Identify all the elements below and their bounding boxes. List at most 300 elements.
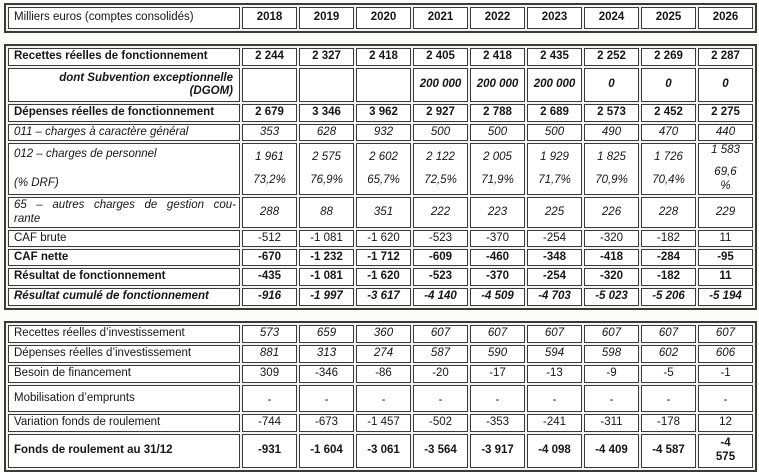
- value-cell: [356, 325, 411, 343]
- value-cell: [527, 325, 582, 343]
- value-cell: [242, 434, 297, 468]
- value-cell: [413, 68, 468, 102]
- cell-value: -1 081: [310, 232, 343, 245]
- cell-sub-value: 71,9%: [481, 173, 514, 186]
- cell-value: 1 929: [540, 151, 569, 164]
- value-cell: [527, 48, 582, 66]
- cell-value: -4 587: [652, 444, 685, 457]
- year-header-2019: 2019: [299, 7, 354, 29]
- cell-value: -931: [257, 444, 282, 457]
- value-cell: [470, 434, 525, 468]
- cell-value: 594: [544, 347, 565, 360]
- value-cell: [698, 345, 753, 363]
- unit-label: Milliers euros (comptes consolidés): [8, 7, 240, 29]
- value-cell: [299, 268, 354, 285]
- functioning-section-table: [4, 44, 757, 310]
- cell-value: 2 418: [369, 50, 398, 63]
- cell-value: 2 689: [540, 106, 569, 119]
- value-cell: [641, 345, 696, 363]
- cell-sub-value: 70,9%: [595, 173, 628, 186]
- cell-value: 2 927: [426, 106, 455, 119]
- value-cell: [527, 230, 582, 247]
- cell-value: -673: [314, 416, 339, 429]
- value-cell: [698, 48, 753, 66]
- value-cell: [413, 365, 468, 383]
- value-cell: [641, 124, 696, 141]
- cell-value: 313: [316, 347, 337, 360]
- value-cell: [242, 230, 297, 247]
- value-cell: [698, 268, 753, 285]
- cell-value: -916: [257, 290, 282, 303]
- row-label: [8, 268, 240, 285]
- value-cell: [356, 143, 411, 195]
- row-label-text: Dépenses réelles d’investissement: [14, 347, 192, 360]
- value-cell: [584, 249, 639, 266]
- cell-value: -9: [606, 367, 617, 380]
- cell-value: -4 409: [595, 444, 628, 457]
- value-cell: [356, 48, 411, 66]
- cell-value: -370: [485, 270, 510, 283]
- cell-value: -4 509: [481, 290, 514, 303]
- cell-value: 1 583: [711, 144, 740, 157]
- value-cell: [413, 385, 468, 412]
- cell-value: -346: [314, 367, 339, 380]
- row-label-text: Résultat cumulé de fonctionnement: [14, 290, 209, 303]
- cell-value: -5 206: [652, 290, 685, 303]
- value-cell: [584, 197, 639, 228]
- value-cell: [641, 143, 696, 195]
- cell-value: 607: [715, 327, 736, 340]
- table-row: [8, 414, 753, 432]
- row-label-line: (DGOM): [189, 85, 233, 97]
- row-label-line: rante: [14, 212, 41, 225]
- value-cell: [641, 48, 696, 66]
- value-cell: [242, 124, 297, 141]
- value-cell: [470, 325, 525, 343]
- value-cell: [299, 124, 354, 141]
- cell-value: -4 575: [715, 436, 736, 463]
- row-label: [8, 385, 240, 412]
- row-label: [8, 434, 240, 468]
- cell-value: -320: [599, 232, 624, 245]
- header-table: [4, 3, 757, 33]
- table-row: [8, 197, 753, 228]
- cell-value: 598: [601, 347, 622, 360]
- value-cell: [527, 249, 582, 266]
- cell-value: 2 122: [426, 151, 455, 164]
- value-cell: [413, 288, 468, 306]
- row-sub-label: (% DRF): [14, 176, 59, 189]
- value-cell: [299, 288, 354, 306]
- value-cell: [470, 345, 525, 363]
- cell-value: 881: [259, 347, 280, 360]
- cell-value: 607: [487, 327, 508, 340]
- year-header-2024: 2024: [584, 7, 639, 29]
- cell-value: -3 617: [367, 290, 400, 303]
- cell-value: -5 023: [595, 290, 628, 303]
- value-cell: [242, 143, 297, 195]
- cell-value: 607: [658, 327, 679, 340]
- cell-value: 11: [719, 232, 732, 245]
- cell-value: 223: [487, 205, 508, 218]
- cell-value: 1 825: [597, 151, 626, 164]
- cell-value: -13: [546, 367, 563, 380]
- cell-value: 602: [658, 347, 679, 360]
- value-cell: [470, 104, 525, 122]
- value-cell: [299, 104, 354, 122]
- cell-value: 12: [719, 416, 732, 429]
- cell-sub-value: 72,5%: [424, 173, 457, 186]
- cell-value: -353: [485, 416, 510, 429]
- cell-sub-value: 70,4%: [652, 173, 685, 186]
- value-cell: [698, 104, 753, 122]
- row-label: [8, 249, 240, 266]
- value-cell: [584, 143, 639, 195]
- value-cell: [242, 68, 297, 102]
- value-cell: [584, 385, 639, 412]
- value-cell: [242, 288, 297, 306]
- value-cell: [242, 48, 297, 66]
- value-cell: [470, 48, 525, 66]
- row-label: [8, 230, 240, 247]
- row-label: [8, 48, 240, 66]
- value-cell: [641, 230, 696, 247]
- year-header-2022: 2022: [470, 7, 525, 29]
- value-cell: [641, 325, 696, 343]
- value-cell: [698, 414, 753, 432]
- value-cell: [242, 104, 297, 122]
- cell-value: -: [666, 394, 671, 407]
- cell-value: -370: [485, 232, 510, 245]
- cell-value: 274: [373, 347, 394, 360]
- value-cell: [470, 230, 525, 247]
- value-cell: [641, 385, 696, 412]
- cell-value: 2 575: [312, 151, 341, 164]
- cell-value: 3 346: [312, 106, 341, 119]
- cell-value: 351: [373, 205, 394, 218]
- cell-value: 360: [373, 327, 394, 340]
- value-cell: [584, 288, 639, 306]
- cell-value: -: [324, 394, 329, 407]
- value-cell: [698, 249, 753, 266]
- cell-value: -: [495, 394, 500, 407]
- value-cell: [356, 249, 411, 266]
- value-cell: [242, 268, 297, 285]
- row-label: [8, 414, 240, 432]
- row-label-text: 012 – charges de personnel: [14, 148, 157, 161]
- value-cell: [356, 104, 411, 122]
- table-row: [8, 143, 753, 195]
- value-cell: [527, 365, 582, 383]
- row-label: [8, 345, 240, 363]
- value-cell: [242, 365, 297, 383]
- value-cell: [527, 143, 582, 195]
- value-cell: [470, 249, 525, 266]
- cell-value: -502: [428, 416, 453, 429]
- value-cell: [413, 249, 468, 266]
- value-cell: [584, 365, 639, 383]
- value-cell: [413, 124, 468, 141]
- value-cell: [299, 143, 354, 195]
- value-cell: [527, 124, 582, 141]
- value-cell: [641, 434, 696, 468]
- table-row: [8, 268, 753, 285]
- cell-value: 309: [259, 367, 280, 380]
- cell-value: 573: [259, 327, 280, 340]
- value-cell: [698, 124, 753, 141]
- row-label-text: Dépenses réelles de fonctionnement: [14, 106, 215, 119]
- cell-value: 222: [430, 205, 451, 218]
- row-label-text: Fonds de roulement au 31/12: [14, 444, 173, 457]
- cell-value: -320: [599, 270, 624, 283]
- cell-value: 2 788: [483, 106, 512, 119]
- value-cell: [356, 230, 411, 247]
- cell-value: -284: [656, 251, 681, 264]
- value-cell: [356, 268, 411, 285]
- cell-value: -178: [656, 416, 681, 429]
- cell-value: 2 269: [654, 50, 683, 63]
- cell-value: -3 564: [424, 444, 457, 457]
- cell-value: 200 000: [533, 78, 576, 91]
- value-cell: [584, 48, 639, 66]
- table-row: [8, 385, 753, 412]
- value-cell: [470, 365, 525, 383]
- cell-value: 200 000: [476, 78, 519, 91]
- cell-value: 2 327: [312, 50, 341, 63]
- cell-value: 2 405: [426, 50, 455, 63]
- cell-value: -1 081: [310, 270, 343, 283]
- value-cell: [356, 124, 411, 141]
- value-cell: [470, 288, 525, 306]
- cell-value: -1 997: [310, 290, 343, 303]
- cell-value: 2 287: [711, 50, 740, 63]
- value-cell: [584, 325, 639, 343]
- value-cell: [527, 288, 582, 306]
- cell-value: -182: [656, 270, 681, 283]
- value-cell: [242, 345, 297, 363]
- cell-sub-value: 69,6 %: [714, 166, 737, 193]
- cell-value: 607: [430, 327, 451, 340]
- cell-value: 2 435: [540, 50, 569, 63]
- cell-sub-value: 73,2%: [253, 173, 286, 186]
- table-row: [8, 104, 753, 122]
- cell-value: 470: [658, 126, 679, 138]
- value-cell: [299, 345, 354, 363]
- cell-value: 587: [430, 347, 451, 360]
- cell-value: 225: [544, 205, 565, 218]
- value-cell: [299, 365, 354, 383]
- row-label: [8, 124, 240, 141]
- cell-value: 500: [487, 126, 508, 138]
- value-cell: [698, 385, 753, 412]
- year-header-2026: 2026: [698, 7, 753, 29]
- row-label-text: CAF brute: [14, 232, 67, 245]
- cell-value: -95: [717, 251, 734, 264]
- value-cell: [299, 325, 354, 343]
- cell-value: -241: [542, 416, 567, 429]
- value-cell: [470, 124, 525, 141]
- table-row: [8, 365, 753, 383]
- value-cell: [698, 365, 753, 383]
- row-label: [8, 288, 240, 306]
- cell-value: 0: [722, 78, 729, 91]
- cell-value: -1 620: [367, 232, 400, 245]
- cell-value: -: [552, 394, 557, 407]
- value-cell: [527, 385, 582, 412]
- value-cell: [242, 414, 297, 432]
- cell-value: -5: [663, 367, 674, 380]
- row-label: [8, 68, 240, 102]
- cell-value: -1 457: [367, 416, 400, 429]
- cell-value: -4 098: [538, 444, 571, 457]
- value-cell: [356, 68, 411, 102]
- value-cell: [527, 268, 582, 285]
- value-cell: [413, 143, 468, 195]
- cell-value: -4 140: [424, 290, 457, 303]
- value-cell: [641, 68, 696, 102]
- cell-value: -1: [720, 367, 731, 380]
- cell-value: -5 194: [709, 290, 742, 303]
- row-label-text: Besoin de financement: [14, 367, 131, 380]
- value-cell: [527, 68, 582, 102]
- value-cell: [470, 143, 525, 195]
- header-row: [8, 7, 753, 29]
- value-cell: [356, 434, 411, 468]
- year-header-2023: 2023: [527, 7, 582, 29]
- value-cell: [356, 365, 411, 383]
- value-cell: [527, 345, 582, 363]
- value-cell: [413, 268, 468, 285]
- cell-value: 288: [259, 205, 280, 218]
- value-cell: [641, 414, 696, 432]
- row-label: [8, 104, 240, 122]
- value-cell: [698, 325, 753, 343]
- cell-value: 2 244: [255, 50, 284, 63]
- cell-value: 1 961: [255, 151, 284, 164]
- cell-value: -: [267, 394, 272, 407]
- row-label: [8, 365, 240, 383]
- table-row: [8, 48, 753, 66]
- value-cell: [413, 197, 468, 228]
- cell-value: 2 418: [483, 50, 512, 63]
- value-cell: [527, 197, 582, 228]
- cell-value: 229: [715, 205, 736, 218]
- cell-value: 226: [601, 205, 622, 218]
- value-cell: [527, 104, 582, 122]
- cell-value: -1 620: [367, 270, 400, 283]
- value-cell: [698, 288, 753, 306]
- cell-value: -744: [257, 416, 282, 429]
- value-cell: [299, 197, 354, 228]
- value-cell: [242, 249, 297, 266]
- value-cell: [470, 268, 525, 285]
- table-row: [8, 124, 753, 141]
- cell-value: 2 005: [483, 151, 512, 164]
- year-header-2020: 2020: [356, 7, 411, 29]
- cell-value: 2 275: [711, 106, 740, 119]
- cell-value: 500: [544, 126, 565, 138]
- table-row: [8, 68, 753, 102]
- cell-value: 659: [316, 327, 337, 340]
- cell-value: -523: [428, 232, 453, 245]
- value-cell: [413, 345, 468, 363]
- value-cell: [641, 365, 696, 383]
- cell-value: -: [381, 394, 386, 407]
- value-cell: [242, 325, 297, 343]
- cell-value: 0: [608, 78, 615, 91]
- value-cell: [641, 288, 696, 306]
- row-label-text: Recettes réelles d’investissement: [14, 327, 185, 340]
- investment-section-table: [4, 321, 757, 472]
- cell-value: -418: [599, 251, 624, 264]
- value-cell: [527, 434, 582, 468]
- cell-value: 200 000: [419, 78, 462, 91]
- row-label-text: Recettes réelles de fonctionnement: [14, 50, 208, 63]
- value-cell: [584, 345, 639, 363]
- value-cell: [584, 230, 639, 247]
- value-cell: [356, 197, 411, 228]
- value-cell: [299, 385, 354, 412]
- value-cell: [299, 249, 354, 266]
- row-label-line: 65 – autres charges de gestion cou-: [14, 199, 236, 212]
- value-cell: [356, 414, 411, 432]
- value-cell: [470, 197, 525, 228]
- cell-value: -1 604: [310, 444, 343, 457]
- cell-value: -254: [542, 232, 567, 245]
- cell-value: 2 679: [255, 106, 284, 119]
- value-cell: [584, 68, 639, 102]
- cell-value: 1 726: [654, 151, 683, 164]
- value-cell: [470, 414, 525, 432]
- cell-value: -17: [489, 367, 506, 380]
- value-cell: [584, 268, 639, 285]
- cell-value: -86: [375, 367, 392, 380]
- value-cell: [242, 385, 297, 412]
- cell-value: -512: [257, 232, 282, 245]
- cell-value: -3 917: [481, 444, 514, 457]
- value-cell: [698, 230, 753, 247]
- table-row: [8, 288, 753, 306]
- cell-value: -: [723, 394, 728, 407]
- cell-value: 2 602: [369, 151, 398, 164]
- cell-value: 607: [601, 327, 622, 340]
- year-header-2018: 2018: [242, 7, 297, 29]
- value-cell: [470, 385, 525, 412]
- cell-value: -3 061: [367, 444, 400, 457]
- value-cell: [584, 414, 639, 432]
- cell-value: 628: [316, 126, 337, 138]
- table-row: [8, 249, 753, 266]
- cell-value: -348: [542, 251, 567, 264]
- cell-value: 500: [430, 126, 451, 138]
- value-cell: [698, 68, 753, 102]
- value-cell: [413, 104, 468, 122]
- row-label-text: 011 – charges à caractère général: [14, 126, 189, 138]
- cell-value: -: [609, 394, 614, 407]
- row-label-text: Variation fonds de roulement: [14, 416, 161, 429]
- cell-value: -: [438, 394, 443, 407]
- year-header-2021: 2021: [413, 7, 468, 29]
- value-cell: [413, 230, 468, 247]
- cell-value: -670: [257, 251, 282, 264]
- cell-value: -254: [542, 270, 567, 283]
- cell-value: -523: [428, 270, 453, 283]
- cell-value: -20: [432, 367, 449, 380]
- value-cell: [584, 124, 639, 141]
- value-cell: [698, 197, 753, 228]
- value-cell: [527, 414, 582, 432]
- value-cell: [356, 345, 411, 363]
